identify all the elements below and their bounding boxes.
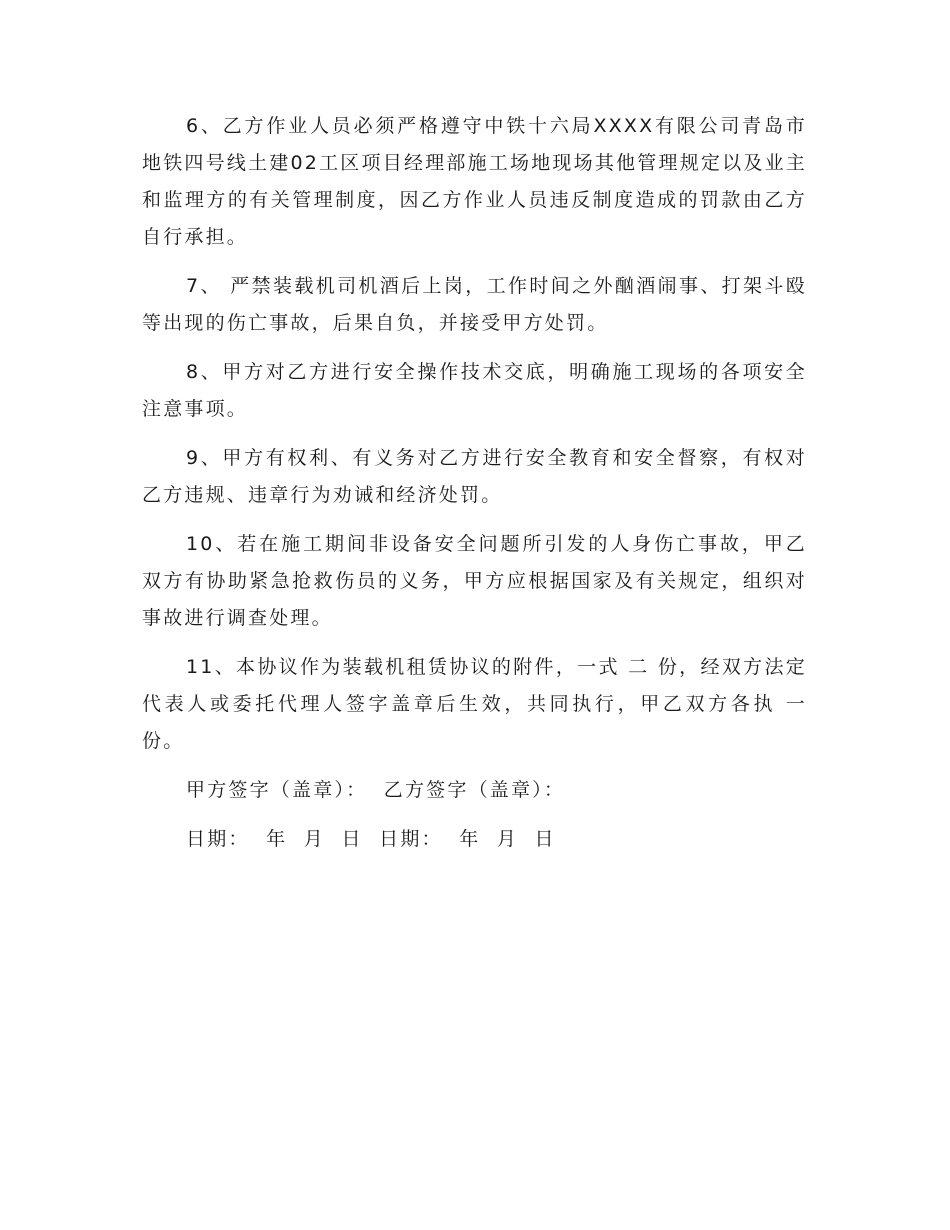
clause-11: 11、本协议作为装载机租赁协议的附件，一式 二 份，经双方法定代表人或委托代理人签字盖章后生效，共同执行，甲乙双方各执 一份。 — [142, 656, 807, 752]
clause-6: 6、乙方作业人员必须严格遵守中铁十六局XXXX有限公司青岛市地铁四号线土建02工区项目经理部施工场地现场其他管理规定以及业主和监理方的有关管理制度，因乙方作业人员违反制度造成的罚款由乙方自行承担。 — [142, 115, 807, 248]
clause-10: 10、若在施工期间非设备安全问题所引发的人身伤亡事故，甲乙双方有协助紧急抢救伤员的义务，甲方应根据国家及有关规定，组织对事故进行调查处理。 — [142, 533, 807, 629]
clause-7: 7、 严禁装载机司机酒后上岗，工作时间之外酗酒闹事、打架斗殴等出现的伤亡事故，后果自负，并接受甲方处罚。 — [142, 275, 807, 334]
document-body — [142, 108, 807, 870]
clause-9: 9、甲方有权利、有义务对乙方进行安全教育和安全督察，有权对乙方违规、违章行为劝诫和经济处罚。 — [142, 447, 807, 506]
clause-8: 8、甲方对乙方进行安全操作技术交底，明确施工现场的各项安全注意事项。 — [142, 361, 807, 420]
signature-line: 甲方签字（盖章）： 乙方签字（盖章）： — [186, 779, 566, 801]
date-line: 日期： 年 月 日 日期： 年 月 日 — [186, 828, 556, 850]
